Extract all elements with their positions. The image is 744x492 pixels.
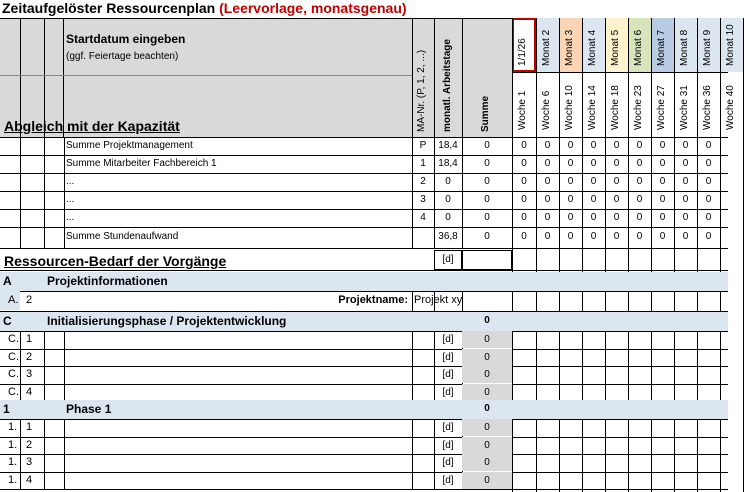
capacity-cell: 0 [682, 140, 689, 151]
month-header: Monat 7 [656, 29, 667, 66]
task-row-prefix: 1. [8, 456, 18, 468]
month-header: Monat 4 [587, 29, 598, 66]
month-header: Monat 8 [679, 29, 690, 66]
task-row-unit: [d] [442, 386, 454, 398]
capacity-cell: 0 [682, 212, 689, 223]
capacity-cell: 0 [590, 212, 597, 223]
task-row-number: 2 [26, 350, 33, 363]
projektname-value[interactable]: Projekt xy [414, 294, 463, 306]
capacity-row-days: 0 [445, 212, 451, 223]
week-header: Woche 27 [656, 85, 667, 130]
capacity-cell: 0 [521, 140, 527, 151]
week-header: Woche 14 [587, 85, 598, 130]
task-row-unit: [d] [442, 334, 454, 345]
capacity-row-sum: 0 [484, 140, 490, 151]
task-row-number: 1 [26, 333, 33, 345]
capacity-cell: 0 [613, 140, 620, 151]
capacity-cell: 0 [613, 176, 620, 187]
capacity-cell: 0 [521, 194, 527, 205]
task-row-sum: 0 [484, 369, 490, 380]
month-header: Monat 5 [610, 29, 621, 66]
capacity-row-label: Summe Projektmanagement [66, 140, 193, 151]
task-row-prefix: 1. [8, 438, 18, 451]
capacity-cell: 0 [636, 158, 643, 169]
capacity-cell: 0 [544, 176, 551, 187]
capacity-row-days: 0 [445, 176, 451, 187]
capacity-cell: 0 [590, 176, 597, 187]
week-header: Woche 6 [541, 90, 552, 130]
month-header: Monat 9 [702, 29, 713, 66]
capacity-cell: 0 [636, 212, 643, 223]
capacity-cell: 0 [659, 212, 666, 223]
capacity-cell: 0 [705, 194, 712, 205]
capacity-cell: 0 [567, 158, 574, 169]
task-row-unit: [d] [442, 351, 454, 363]
capacity-row-days: 18,4 [438, 140, 458, 151]
capacity-row-ma: 1 [420, 158, 426, 169]
task-row-unit: [d] [442, 439, 454, 451]
capacity-cell: 0 [636, 176, 643, 187]
capacity-row-label: ... [66, 194, 75, 205]
task-row-number: 4 [26, 385, 33, 398]
task-row-prefix: C. [8, 333, 19, 345]
summe-header: Summe [480, 95, 491, 132]
task-row-sum: 0 [484, 422, 490, 433]
section-1-title: Phase 1 [66, 402, 112, 416]
section-1-letter: 1 [3, 402, 10, 416]
total-cell: 0 [659, 231, 666, 242]
month-header: Monat 3 [564, 29, 575, 66]
a2-prefix: A. [8, 294, 19, 306]
capacity-row-sum: 0 [484, 212, 490, 223]
week-header: Woche 10 [564, 85, 575, 130]
total-cell: 0 [636, 231, 643, 242]
total-cell: 0 [682, 231, 689, 242]
capacity-row-ma: 2 [420, 176, 426, 187]
task-row-number: 2 [26, 438, 33, 451]
unit-header: [d] [442, 254, 454, 265]
capacity-cell: 0 [544, 212, 551, 223]
task-row-sum: 0 [484, 386, 490, 398]
task-row-sum: 0 [484, 474, 490, 486]
title-text: Zeitaufgelöster Ressourcenplan [2, 0, 216, 16]
capacity-row-label: ... [66, 176, 75, 187]
capacity-cell: 0 [705, 158, 712, 169]
section-c-sum: 0 [484, 315, 490, 326]
capacity-cell: 0 [682, 194, 689, 205]
task-row-number: 1 [26, 421, 33, 433]
capacity-cell: 0 [590, 158, 597, 169]
task-row-prefix: 1. [8, 421, 18, 433]
capacity-cell: 0 [613, 158, 620, 169]
start-date-hint: (ggf. Feiertage beachten) [66, 51, 179, 62]
section-a-title: Projektinformationen [47, 274, 168, 288]
week-header: Woche 1 [517, 90, 528, 130]
capacity-cell: 0 [590, 140, 597, 151]
total-cell: 0 [613, 231, 620, 242]
month-header: Monat 10 [725, 24, 736, 66]
capacity-cell: 0 [521, 176, 527, 187]
task-row-sum: 0 [484, 457, 490, 468]
capacity-row-sum: 0 [484, 158, 490, 169]
capacity-cell: 0 [659, 140, 666, 151]
sheet-title [2, 0, 407, 17]
capacity-row-label: Summe Mitarbeiter Fachbereich 1 [66, 158, 217, 169]
capacity-cell: 0 [613, 194, 620, 205]
capacity-cell: 0 [682, 158, 689, 169]
capacity-cell: 0 [636, 194, 643, 205]
task-row-prefix: C. [8, 368, 19, 380]
task-row-number: 3 [26, 368, 33, 380]
capacity-cell: 0 [544, 194, 551, 205]
total-cell: 0 [544, 231, 551, 242]
ma-nr-header: MA-Nr. (P, 1, 2, ...) [416, 49, 427, 132]
week-header: Woche 40 [725, 85, 736, 130]
arbeitstage-header: monatl. Arbeitstage [442, 39, 453, 132]
capacity-cell: 0 [567, 212, 574, 223]
capacity-cell: 0 [567, 140, 574, 151]
task-row-number: 4 [26, 473, 33, 486]
capacity-cell: 0 [659, 158, 666, 169]
capacity-cell: 0 [682, 176, 689, 187]
sum-header-cell [462, 250, 512, 270]
task-row-number: 3 [26, 456, 33, 468]
section-c-title: Initialisierungsphase / Projektentwicklung [47, 314, 287, 328]
capacity-cell: 0 [544, 158, 551, 169]
task-row-sum: 0 [484, 351, 490, 363]
total-cell: 0 [567, 231, 574, 242]
capacity-row-days: 18,4 [438, 158, 458, 169]
capacity-cell: 0 [636, 140, 643, 151]
start-date-value: 1/1/26 [517, 38, 528, 66]
capacity-cell: 0 [521, 158, 527, 169]
week-header: Woche 31 [679, 85, 690, 130]
capacity-cell: 0 [705, 140, 712, 151]
capacity-cell: 0 [659, 194, 666, 205]
capacity-cell: 0 [705, 212, 712, 223]
month-header: Monat 2 [541, 29, 552, 66]
week-header: Woche 23 [633, 85, 644, 130]
demand-title: Ressourcen-Bedarf der Vorgänge [4, 253, 227, 269]
capacity-row-sum: 0 [484, 194, 490, 205]
section-1-sum: 0 [484, 403, 490, 414]
task-row-unit: [d] [442, 369, 454, 380]
section-a-letter: A [3, 274, 12, 288]
total-row-days: 36,8 [438, 231, 458, 242]
total-cell: 0 [705, 231, 712, 242]
projektname-label: Projektname: [338, 294, 408, 306]
section-c-letter: C [3, 314, 12, 328]
task-row-sum: 0 [484, 334, 490, 345]
total-row-sum: 0 [484, 231, 490, 242]
week-header: Woche 36 [702, 85, 713, 130]
capacity-cell: 0 [567, 176, 574, 187]
task-row-prefix: C. [8, 350, 19, 363]
capacity-row-ma: P [419, 140, 427, 151]
capacity-cell: 0 [613, 212, 620, 223]
capacity-row-days: 0 [445, 194, 451, 205]
a2-number: 2 [26, 294, 33, 306]
capacity-cell: 0 [521, 212, 527, 223]
task-row-unit: [d] [442, 474, 454, 486]
title-suffix: (Leervorlage, monatsgenau) [219, 0, 407, 16]
task-row-prefix: 1. [8, 473, 18, 486]
capacity-cell: 0 [590, 194, 597, 205]
month-header: Monat 6 [633, 29, 644, 66]
task-row-unit: [d] [442, 422, 454, 433]
capacity-row-ma: 4 [420, 212, 426, 223]
capacity-cell: 0 [544, 140, 551, 151]
total-row-label: Summe Stundenaufwand [66, 231, 179, 242]
capacity-row-sum: 0 [484, 176, 490, 187]
week-header: Woche 18 [610, 85, 621, 130]
capacity-title: Abgleich mit der Kapazität [4, 118, 180, 134]
task-row-unit: [d] [442, 457, 454, 468]
capacity-cell: 0 [567, 194, 574, 205]
capacity-row-label: ... [66, 212, 75, 223]
capacity-cell: 0 [705, 176, 712, 187]
start-date-label: Startdatum eingeben [66, 32, 186, 46]
total-cell: 0 [590, 231, 597, 242]
capacity-row-ma: 3 [420, 194, 426, 205]
capacity-cell: 0 [659, 176, 666, 187]
task-row-sum: 0 [484, 439, 490, 451]
total-cell: 0 [521, 231, 527, 242]
task-row-prefix: C. [8, 385, 19, 398]
